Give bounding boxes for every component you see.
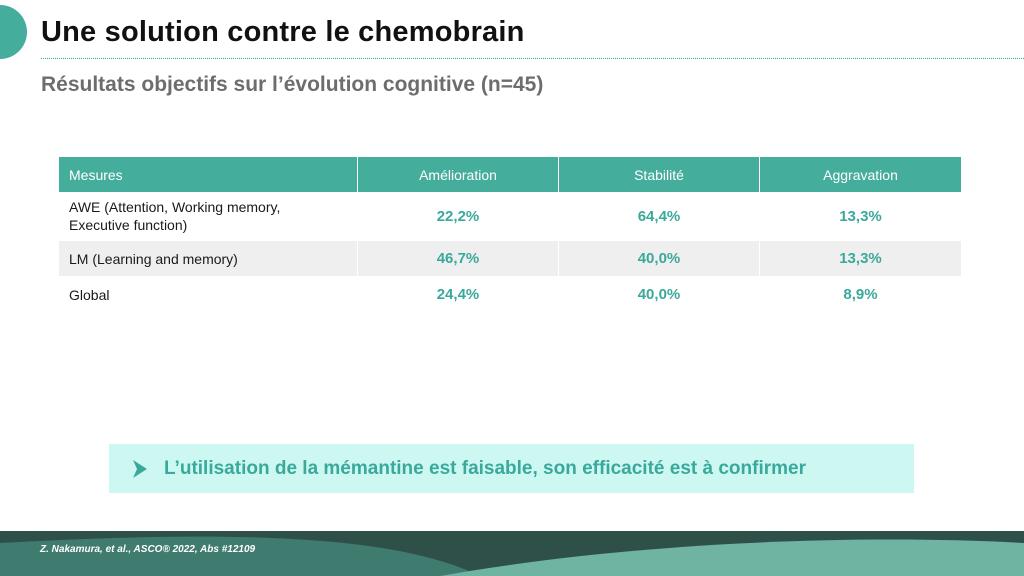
value-cell: 24,4%: [358, 277, 559, 313]
value-cell: 64,4%: [559, 192, 760, 241]
column-header-stabilite: Stabilité: [559, 157, 760, 192]
value-cell: 13,3%: [760, 241, 962, 277]
value-cell: 13,3%: [760, 192, 962, 241]
table-row: [59, 277, 961, 313]
column-header-amelioration: Amélioration: [358, 157, 559, 192]
page-title: Une solution contre le chemobrain: [41, 16, 525, 48]
value-cell: 22,2%: [358, 192, 559, 241]
table-header-row: [59, 157, 961, 192]
citation-text: Z. Nakamura, et al., ASCO® 2022, Abs #12109: [40, 544, 256, 555]
title-divider: [41, 58, 1024, 59]
value-cell: 46,7%: [358, 241, 559, 277]
value-cell: 40,0%: [559, 241, 760, 277]
value-cell: 8,9%: [760, 277, 962, 313]
column-header-mesures: Mesures: [59, 157, 358, 192]
row-label-awe: [59, 192, 358, 241]
row-label-line: Executive function): [69, 217, 188, 233]
value-cell: 40,0%: [559, 277, 760, 313]
page-subtitle: Résultats objectifs sur l’évolution cognitive (n=45): [41, 73, 544, 96]
table-row: [59, 241, 961, 277]
corner-accent-shape: [0, 5, 28, 59]
results-table: [59, 157, 961, 313]
column-header-aggravation: Aggravation: [760, 157, 962, 192]
footer-bar: [0, 531, 1024, 576]
row-label-lm: LM (Learning and memory): [59, 241, 358, 277]
conclusion-text: L’utilisation de la mémantine est faisable, son efficacité est à confirmer: [164, 457, 806, 479]
row-label-line: AWE (Attention, Working memory,: [69, 199, 281, 215]
row-label-global: Global: [59, 277, 358, 313]
table-row: [59, 192, 961, 241]
conclusion-banner: [109, 444, 914, 493]
chevron-right-icon: [131, 459, 151, 479]
